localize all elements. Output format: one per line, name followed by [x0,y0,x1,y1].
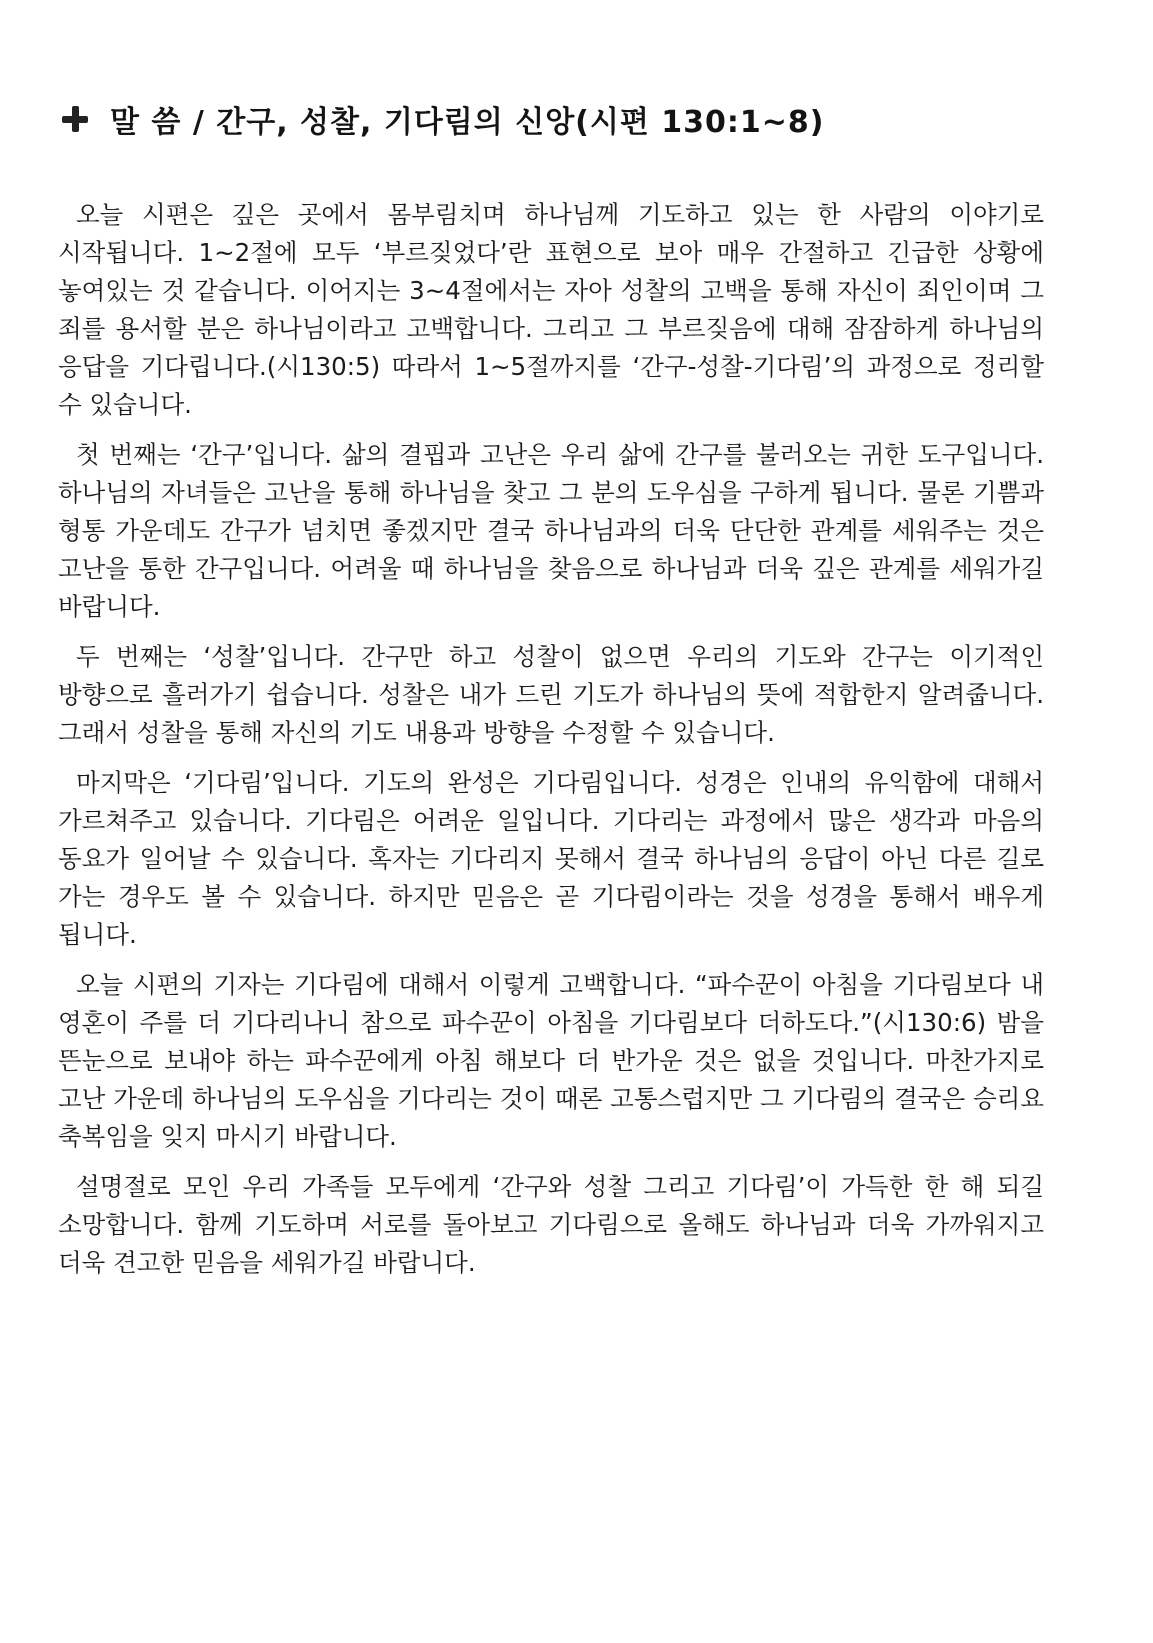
document-body [58,196,1044,1294]
paragraph-closing: 설명절로 모인 우리 가족들 모두에게 ‘간구와 성찰 그리고 기다림’이 가득한 한 해 되길 소망합니다. 함께 기도하며 서로를 돌아보고 기다림으로 올해도 하나님과 더욱 가까워지고 더욱 견고한 믿음을 세워가길 바랍니다. [58,1172,1044,1277]
cross-icon [62,106,88,132]
paragraph-waiting: 마지막은 ‘기다림’입니다. 기도의 완성은 기다림입니다. 성경은 인내의 유익함에 대해서 가르쳐주고 있습니다. 기다림은 어려운 일입니다. 기다리는 과정에서 많은 생각과 마음의 동요가 일어날 수 있습니다. 혹자는 기다리지 못해서 결국 하나님의 응답이 아닌 다른 길로 가는 경우도 볼 수 있습니다. 하지만 믿음은 곧 기다림이라는 것을 성경을 통해서 배우게 됩니다. [58,768,1044,949]
paragraph-reflection: 두 번째는 ‘성찰’입니다. 간구만 하고 성찰이 없으면 우리의 기도와 간구는 이기적인 방향으로 흘러가기 쉽습니다. 성찰은 내가 드린 기도가 하나님의 뜻에 적합한지 알려줍니다. 그래서 성찰을 통해 자신의 기도 내용과 방향을 수정할 수 있습니다. [58,642,1044,747]
paragraph-watchman: 오늘 시편의 기자는 기다림에 대해서 이렇게 고백합니다. “파수꾼이 아침을 기다림보다 내 영혼이 주를 더 기다리나니 참으로 파수꾼이 아침을 기다림보다 더하도다.”(시130:6) 밤을 뜬눈으로 보내야 하는 파수꾼에게 아침 해보다 더 반가운 것은 없을 것입니다. 마찬가지로 고난 가운데 하나님의 도우심을 기다리는 것이 때론 고통스럽지만 그 기다림의 결국은 승리요 축복임을 잊지 마시기 바랍니다. [58,970,1044,1151]
document-title-row [62,94,825,144]
paragraph-supplication: 첫 번째는 ‘간구’입니다. 삶의 결핍과 고난은 우리 삶에 간구를 불러오는 귀한 도구입니다. 하나님의 자녀들은 고난을 통해 하나님을 찾고 그 분의 도우심을 구하게 됩니다. 물론 기쁨과 형통 가운데도 간구가 넘치면 좋겠지만 결국 하나님과의 더욱 단단한 관계를 세워주는 것은 고난을 통한 간구입니다. 어려울 때 하나님을 찾음으로 하나님과 더욱 깊은 관계를 세워가길 바랍니다. [58,440,1044,621]
document-title: 말 씀 / 간구, 성찰, 기다림의 신앙(시편 130:1~8) [110,105,825,140]
paragraph-intro: 오늘 시편은 깊은 곳에서 몸부림치며 하나님께 기도하고 있는 한 사람의 이야기로 시작됩니다. 1~2절에 모두 ‘부르짖었다’란 표현으로 보아 매우 간절하고 긴급한 상황에 놓여있는 것 같습니다. 이어지는 3~4절에서는 자아 성찰의 고백을 통해 자신이 죄인이며 그 죄를 용서할 분은 하나님이라고 고백합니다. 그리고 그 부르짖음에 대해 잠잠하게 하나님의 응답을 기다립니다.(시130:5) 따라서 1~5절까지를 ‘간구-성찰-기다림’의 과정으로 정리할 수 있습니다. [58,200,1044,419]
